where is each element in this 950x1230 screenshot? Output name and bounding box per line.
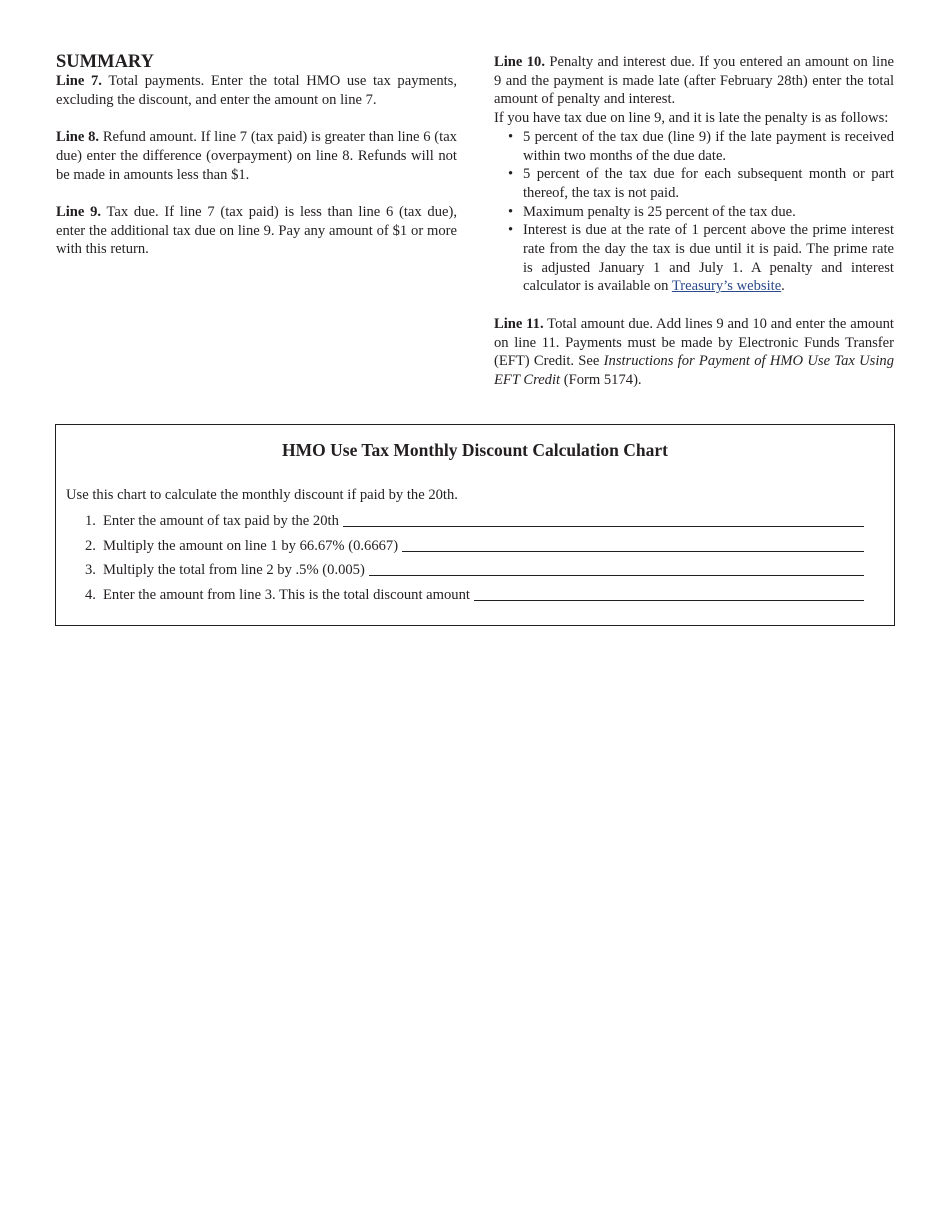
discount-calculation-chart bbox=[55, 424, 895, 626]
bullet-text: 5 percent of the tax due (line 9) if the late payment is received within two months of the due date. bbox=[523, 128, 894, 164]
line10-label: Line 10. bbox=[494, 54, 545, 70]
row-label: Multiply the total from line 2 by .5% (0.005) bbox=[103, 562, 365, 578]
row-entry-line[interactable] bbox=[343, 525, 864, 527]
bullet-text: Interest is due at the rate of 1 percent above the prime interest rate from the day the tax is due until it is paid. The prime rate is adjusted January 1 and July 1. A penalty and interest calculator is available on bbox=[523, 222, 894, 295]
list-item bbox=[494, 165, 894, 202]
bullet-icon: • bbox=[508, 203, 514, 220]
line8-label: Line 8. bbox=[56, 129, 100, 146]
row-number: 2. bbox=[85, 538, 96, 554]
row-number: 1. bbox=[85, 513, 96, 529]
bullet-end: . bbox=[781, 278, 785, 295]
row-label: Enter the amount from line 3. This is the total discount amount bbox=[103, 587, 470, 603]
row-number: 4. bbox=[85, 587, 96, 603]
line11-paragraph bbox=[494, 315, 894, 390]
chart-title: HMO Use Tax Monthly Discount Calculation Chart bbox=[282, 440, 668, 460]
line10-paragraph bbox=[494, 53, 894, 109]
line7-label: Line 7. bbox=[56, 73, 102, 89]
line7-text: Total payments. Enter the total HMO use tax payments, excluding the discount, and enter the amount on line 7. bbox=[56, 73, 458, 108]
line10-text: Penalty and interest due. If you entered an amount on line 9 and the payment is made late (after February 28th) enter the total amount of penalty and interest. bbox=[494, 54, 894, 108]
right-column bbox=[494, 53, 894, 390]
bullet-icon: • bbox=[508, 222, 514, 239]
left-column bbox=[56, 53, 457, 259]
row-label: Enter the amount of tax paid by the 20th bbox=[103, 513, 339, 529]
row-entry-line[interactable] bbox=[402, 550, 864, 552]
row-number: 3. bbox=[85, 562, 96, 578]
penalty-list bbox=[494, 128, 894, 296]
line11-italic-title: Instructions for Payment of HMO Use Tax Using EFT Credit bbox=[494, 353, 894, 388]
chart-row-4 bbox=[85, 585, 864, 604]
line9-paragraph bbox=[56, 203, 457, 259]
penalty-intro: If you have tax due on line 9, and it is late the penalty is as follows: bbox=[494, 110, 889, 127]
list-item bbox=[494, 221, 894, 296]
chart-row-2 bbox=[85, 536, 864, 555]
bullet-icon: • bbox=[508, 166, 514, 183]
line8-text: Refund amount. If line 7 (tax paid) is greater than line 6 (tax due) enter the difference (overpayment) on line 8. Refunds will not be made in amounts less than $1. bbox=[56, 129, 457, 183]
line11-label: Line 11. bbox=[494, 315, 544, 332]
row-entry-line[interactable] bbox=[474, 599, 864, 601]
row-entry-line[interactable] bbox=[369, 574, 864, 576]
list-item bbox=[494, 128, 894, 165]
bullet-icon: • bbox=[508, 128, 514, 145]
summary-heading: SUMMARY bbox=[56, 52, 155, 72]
line11-text: Total amount due. Add lines 9 and 10 and enter the amount on line 11. Payments must be made by Electronic Funds Transfer (EFT) Credit. See bbox=[494, 315, 894, 370]
bullet-text: 5 percent of the tax due for each subsequent month or part thereof, the tax is not paid. bbox=[523, 166, 894, 201]
row-label: Multiply the amount on line 1 by 66.67% (0.6667) bbox=[103, 538, 399, 554]
line11-end: (Form 5174). bbox=[563, 371, 642, 388]
line7-paragraph bbox=[56, 72, 457, 109]
chart-intro: Use this chart to calculate the monthly discount if paid by the 20th. bbox=[66, 487, 458, 503]
line9-text: Tax due. If line 7 (tax paid) is less than line 6 (tax due), enter the additional tax due on line 9. Pay any amount of $1 or more with this return. bbox=[56, 203, 458, 258]
chart-row-1 bbox=[85, 511, 864, 530]
line8-paragraph bbox=[56, 128, 457, 184]
line9-label: Line 9. bbox=[56, 203, 102, 220]
chart-row-3 bbox=[85, 560, 864, 579]
bullet-text: Maximum penalty is 25 percent of the tax due. bbox=[523, 203, 796, 220]
treasury-website-link[interactable]: Treasury’s website bbox=[671, 278, 782, 295]
list-item bbox=[494, 203, 894, 222]
